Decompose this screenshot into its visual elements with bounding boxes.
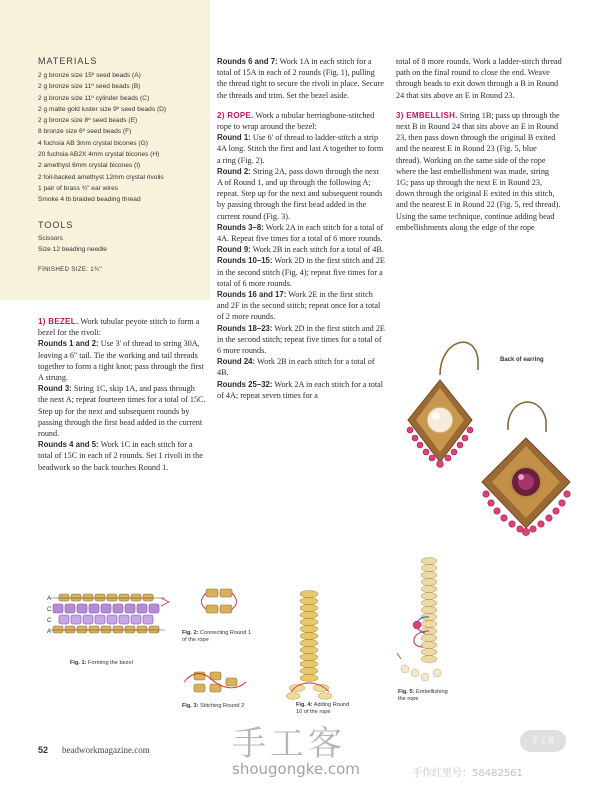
earring-front bbox=[482, 438, 570, 536]
rounds-10-15-label: Rounds 10–15: bbox=[217, 256, 273, 266]
rounds-16-17-label: Rounds 16 and 17: bbox=[217, 290, 287, 300]
materials-item: 1 pair of brass ¾" ear wires bbox=[38, 184, 119, 192]
tools-heading: TOOLS bbox=[38, 220, 74, 230]
rounds-3-8-text: Work 2A in each stitch for a total of 4A. Repeat five times for a total of 6 more rounds. bbox=[217, 222, 384, 244]
finished-size: FINISHED SIZE: 1¾" bbox=[38, 266, 102, 273]
fig1-diagram bbox=[45, 588, 175, 650]
rounds-1-2-label: Rounds 1 and 2: bbox=[38, 339, 99, 349]
column-2 bbox=[217, 56, 385, 401]
round-1-label: Round 1: bbox=[217, 133, 251, 143]
round-9-text: Work 2B in each stitch for a total of 4B. bbox=[252, 245, 384, 255]
materials-item: 2 g bronze size 11º seed beads (B) bbox=[38, 83, 141, 91]
rounds-18-23-label: Rounds 18–23: bbox=[217, 323, 273, 333]
fig1-letter-c-2: C bbox=[47, 618, 52, 624]
column-1 bbox=[38, 316, 206, 473]
bezel-intro: Work tubular peyote stitch to form a bezel for the rivoli: bbox=[38, 317, 200, 338]
earring-photo bbox=[400, 320, 575, 560]
materials-item: 20 fuchsia AB2X 4mm crystal bicones (H) bbox=[38, 151, 160, 159]
rounds-25-32-text: Work 2A in each stitch for a total of 4A; repeat seven times for a bbox=[217, 379, 384, 400]
materials-item: 2 g bronze size 15º seed beads (A) bbox=[38, 72, 141, 79]
fig3-caption: Fig. 3: Stitching Round 2 bbox=[182, 703, 245, 709]
round-1-text: Use 6' of thread to ladder-stitch a strip 4A long. Stitch the first and last A together to form a ring (Fig. 2). bbox=[217, 133, 384, 165]
ear-wire-left bbox=[440, 342, 478, 375]
fig1-caption: Fig. 1: Forming the bezel bbox=[70, 660, 133, 666]
materials-box bbox=[0, 0, 210, 300]
tools-item: Scissors bbox=[38, 235, 63, 242]
materials-item: Smoke 4 lb braided beading thread bbox=[38, 196, 141, 204]
fig1-letter-a-top: A bbox=[47, 596, 52, 602]
footer-site: beadworkmagazine.com bbox=[62, 745, 150, 755]
rope-continued-text: total of 8 more rounds. Work a ladder-stitch thread path on the final round to close the end. Weave through beads to exit down through a B in Round 24 that sits above an E in Round 23. bbox=[396, 57, 562, 100]
tools-list bbox=[38, 233, 107, 256]
watermark-badge: 手工客 bbox=[520, 730, 566, 752]
materials-list bbox=[38, 70, 166, 206]
rope-title: 2) ROPE. bbox=[217, 110, 254, 120]
bezel-title: 1) BEZEL. bbox=[38, 317, 79, 326]
earring-back bbox=[407, 380, 473, 467]
round-2-text: String 2A, pass down through the next A of Round 1, and up through the following A; repeat. Step up for the next and subsequent rounds by passing through the first bead added in the current round (Fig. 3). bbox=[217, 166, 383, 221]
rounds-6-7-label: Rounds 6 and 7: bbox=[217, 57, 278, 66]
fig3-diagram bbox=[180, 668, 250, 700]
watermark-logo: 手工客 bbox=[232, 724, 346, 764]
rounds-10-15-text: Work 2D in the first stitch and 2E in the second stitch (Fig. 4); repeat five times for a total of 6 more rounds. bbox=[217, 256, 385, 288]
round-3-label: Round 3: bbox=[38, 384, 72, 394]
fig5-diagram bbox=[395, 555, 455, 690]
round-3-text: String 1C, skip 1A, and pass through the next A; repeat fourteen times for a total of 15C. Step up for the next and subsequent rounds by passing through the first bead added in the current round. bbox=[38, 384, 206, 439]
fig5-caption: Fig. 5: Embellishing the rope bbox=[398, 689, 448, 702]
rounds-6-7-text: Work 1A in each stitch for a total of 15A in each of 2 rounds (Fig. 1), pulling the thread tight to secure the rivoli in place. Secure the threads and trim. Set the bezel aside. bbox=[217, 57, 384, 100]
watermark-user: 手作红里号：58482561 bbox=[412, 768, 523, 779]
materials-item: 2 amethyst 6mm crystal bicones (I) bbox=[38, 162, 141, 170]
rounds-1-2-text: Use 3' of thread to string 30A, leaving a 6" tail. Tie the working and tail threads together to form a tight knot; pass through the first A strung. bbox=[38, 339, 204, 383]
fig2-caption: Fig. 2: Connecting Round 1 of the rope bbox=[182, 630, 252, 643]
round-2-label: Round 2: bbox=[217, 166, 251, 176]
materials-item: 2 g matte gold luster size 9º seed beads (D) bbox=[38, 105, 167, 113]
page-number: 52 bbox=[38, 745, 49, 755]
materials-item: 2 g bronze size 11º cylinder beads (C) bbox=[38, 94, 150, 102]
materials-item: 4 fuchsia AB 3mm crystal bicones (G) bbox=[38, 139, 148, 147]
fig4-diagram bbox=[285, 588, 345, 708]
round-24-label: Round 24: bbox=[217, 357, 256, 367]
round-24-text: Work 2B in each stitch for a total of 4B. bbox=[217, 357, 375, 378]
embellish-title: 3) EMBELLISH. bbox=[396, 110, 458, 120]
fig4-caption: Fig. 4: Adding Round 10 of the rope bbox=[296, 702, 350, 715]
column-3 bbox=[396, 56, 562, 233]
fig1-letter-a-bottom: A bbox=[47, 629, 52, 635]
rounds-3-8-label: Rounds 3–8: bbox=[217, 222, 264, 232]
rounds-4-5-text: Work 1C in each stitch for a total of 15C in each of 2 rounds. Set 1 rivoli in the beadwork so the back touches Round 1. bbox=[38, 440, 203, 472]
materials-item: 2 g bronze size 8º seed beads (E) bbox=[38, 117, 138, 125]
materials-item: 8 bronze size 6º seed beads (F) bbox=[38, 128, 132, 136]
fig2-diagram bbox=[200, 585, 240, 621]
fig1-letter-c-1: C bbox=[47, 607, 52, 613]
watermark-url: shougongke.com bbox=[232, 760, 360, 778]
materials-heading: MATERIALS bbox=[38, 56, 98, 66]
embellish-text: String 1B; pass up through the next B in Round 24 that sits above an E in Round 23, then pass down through the original B exited and the nearest E in Round 23 (Fig. 5, blue thread). Working on the same side of the rope where the last embellishment was made, string 1G; pass up through the next E in Round 23, down through the original E exited in this stitch, and the nearest E in Round 22 (Fig. 5, red thread). Using the same technique, continue adding bead embellishments along the edge of the rope bbox=[396, 110, 561, 232]
round-9-label: Round 9: bbox=[217, 245, 251, 255]
rounds-18-23-text: Work 2D in the first stitch and 2E in the second stitch; repeat five times for a total of 6 more rounds. bbox=[217, 323, 385, 356]
materials-item: 2 foil-backed amethyst 12mm crystal rivolis bbox=[38, 173, 164, 181]
tools-item: Size 12 beading needle bbox=[38, 246, 107, 254]
rounds-4-5-label: Rounds 4 and 5: bbox=[38, 440, 99, 450]
rounds-16-17-text: Work 2E in the first stitch and 2F in the second stitch; repeat once for a total of 2 more rounds. bbox=[217, 290, 381, 322]
ear-wire-right bbox=[508, 402, 546, 432]
rounds-25-32-label: Rounds 25–32: bbox=[217, 379, 273, 389]
rope-intro: Work a tubular herringbone-stitched rope to wrap around the bezel: bbox=[217, 110, 375, 132]
photo-caption: Back of earring bbox=[500, 357, 544, 363]
